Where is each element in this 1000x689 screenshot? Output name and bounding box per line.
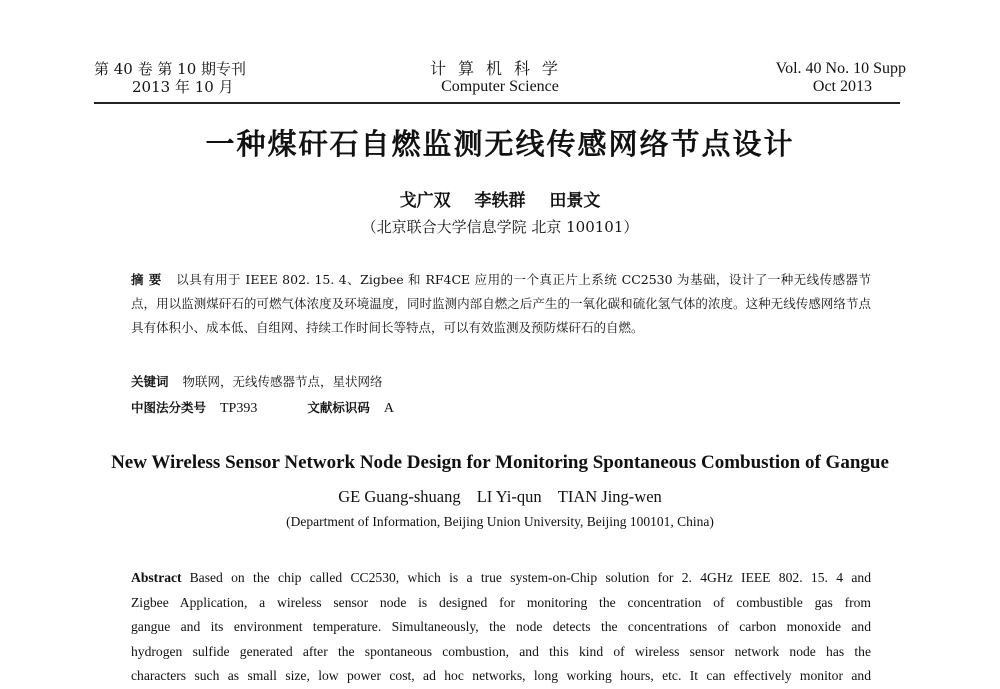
author-en: GE Guang-shuang [338, 487, 461, 506]
abstract-en-label: Abstract [131, 570, 182, 585]
paper-title-cn: 一种煤矸石自燃监测无线传感网络节点设计 [205, 127, 795, 161]
journal-name [400, 60, 600, 96]
abstract-en-line: hydrogen sulfide generated after the spontaneous combustion, and this kind of wireless sensor network node has the [131, 643, 871, 659]
header-rule [94, 102, 900, 104]
abstract-en-line: gangue and its environment temperature. Simultaneously, the node detects the concentrations of carbon monoxide and [131, 619, 871, 634]
keywords-cn [131, 372, 871, 390]
authors-en [0, 487, 1000, 507]
author-cn: 李轶群 [474, 191, 526, 211]
issue-volume-en: Vol. 40 No. 10 Supp [775, 60, 906, 77]
clc-value: TP393 [220, 401, 258, 416]
abstract-en-line: Zigbee Application, a wireless sensor node is designed for monitoring the concentration of combustible gas from [131, 594, 871, 610]
author-cn: 戈广双 [399, 191, 451, 211]
journal-name-cn: 计算机科学 [429, 59, 570, 78]
author-en: LI Yi-qun [476, 487, 542, 506]
abstract-cn-label: 摘 要 [131, 272, 162, 287]
journal-issue-en [656, 60, 906, 96]
abstract-en [131, 566, 871, 689]
abstract-en-text: Based on the chip called CC2530, which is a true system-on-Chip solution for 2. 4GHz IEEE 802. 15. 4 and [189, 570, 871, 585]
authors-cn [0, 186, 1000, 211]
author-en: TIAN Jing-wen [557, 487, 662, 506]
doc-code-value: A [383, 401, 394, 416]
issue-date-cn: 2013 年 10 月 [132, 78, 234, 96]
issue-volume-cn: 第 40 卷 第 10 期专刊 [94, 60, 247, 78]
affiliation-cn: （北京联合大学信息学院 北京 100101） [361, 218, 639, 236]
author-cn: 田景文 [549, 191, 601, 211]
clc-label: 中图法分类号 [131, 400, 207, 415]
journal-name-en: Computer Science [441, 78, 559, 95]
abstract-cn-text: 以具有用于 IEEE 802. 15. 4、Zigbee 和 RF4CE 应用的一个真正片上系统 CC2530 为基础，设计了一种无线传感器节点，用以监测煤矸石的可燃气体浓度及环境温度，同时监测内部自燃之后产生的一氧化碳和硫化氢气体的浓度。这种无线传感网络节点具有体积小、成本低、自组网、持续工作时间长等特点，可以有效监测及预防煤矸石的自燃。 [131, 272, 871, 335]
issue-date-en: Oct 2013 [812, 78, 872, 95]
abstract-en-line [131, 566, 871, 591]
journal-issue-cn [94, 60, 344, 96]
keywords-cn-text: 物联网，无线传感器节点，星状网络 [182, 374, 383, 389]
abstract-en-line: characters such as small size, low power cost, ad hoc networks, long working hours, etc. It can effectively monitor and [131, 668, 871, 683]
classification-row [131, 398, 871, 417]
abstract-cn [131, 268, 871, 340]
keywords-cn-label: 关键词 [131, 374, 169, 389]
doc-code-label: 文献标识码 [307, 400, 370, 415]
paper-title-en: New Wireless Sensor Network Node Design for Monitoring Spontaneous Combustion of Gangue [111, 452, 889, 473]
affiliation-en: (Department of Information, Beijing Union University, Beijing 100101, China) [286, 514, 714, 529]
